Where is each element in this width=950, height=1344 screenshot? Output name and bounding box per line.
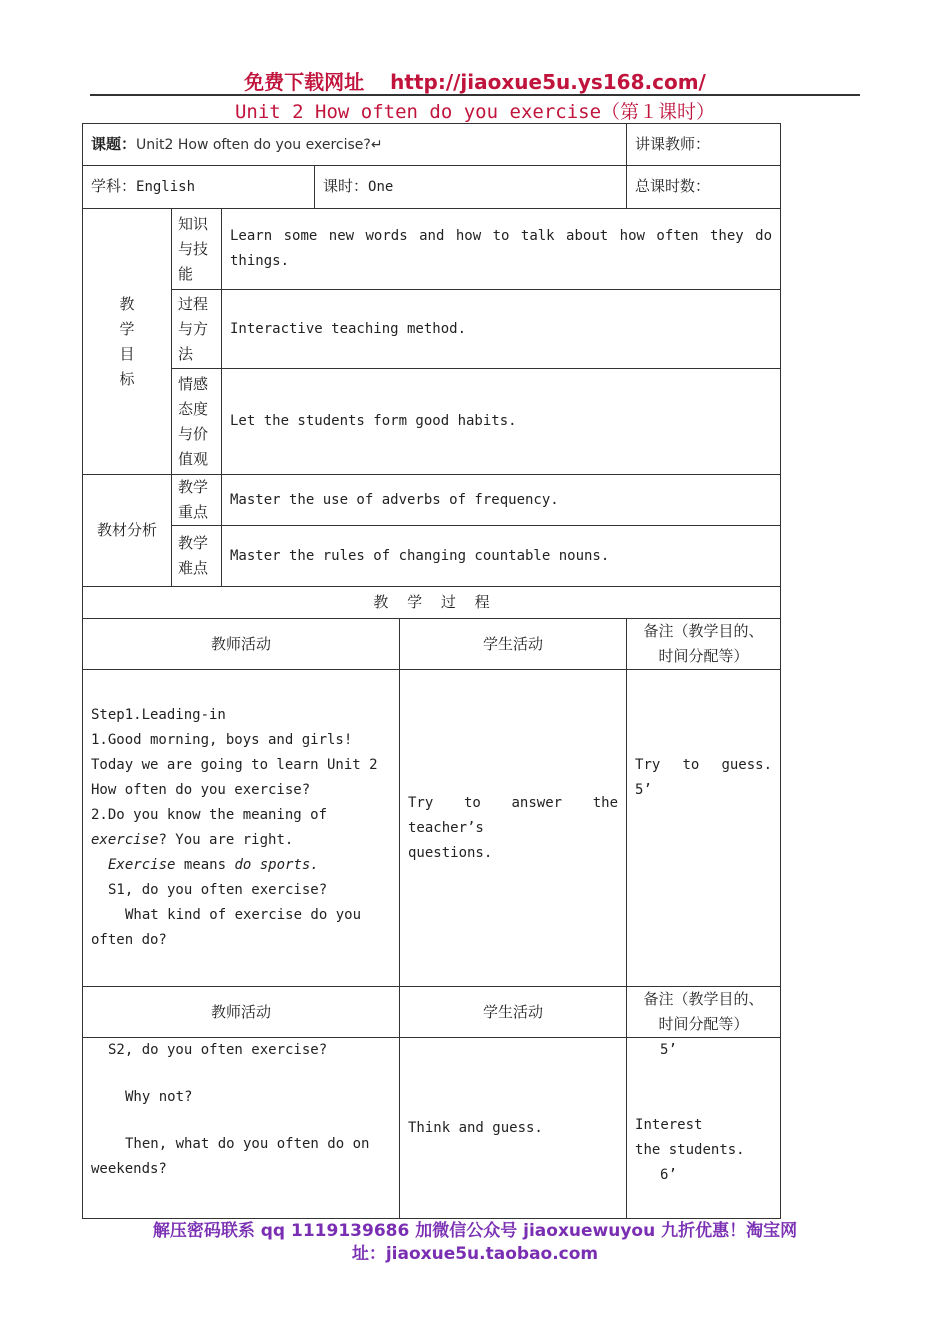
attitude-label-line: 情感 [178,374,209,393]
step2-notes [627,1038,781,1219]
header-rule [90,94,860,96]
process-heading-row [83,587,781,619]
step2-notes-line: Interest [635,1117,703,1133]
objectives-heading-char: 教 [119,294,135,313]
step1-notes [627,670,781,987]
key-point-label-line: 教学 [178,478,209,496]
step1-line: 1.Good morning, boys and girls! [91,732,353,748]
step2-line: Then, what do you often do on [125,1136,370,1152]
exercise-rest: ? You are right. [158,832,294,848]
attitude-label-line: 态度 [178,399,209,418]
step2-notes-time: 6’ [660,1167,677,1183]
step1-notes-line: Try to guess. [635,757,773,773]
topic-cell [83,124,627,166]
process-columns-row [83,619,781,670]
download-url-link[interactable]: http://jiaoxue5u.ys168.com/ [390,70,706,94]
lesson-plan-table [82,123,781,1219]
process-method-label [172,290,222,369]
analysis-row-key [83,475,781,526]
objectives-heading-char: 学 [119,319,135,338]
step1-line: Step1.Leading-in [91,707,226,723]
step1-student-line: questions. [408,844,493,861]
objectives-heading-char: 标 [119,369,135,388]
notes-header-line: 备注（教学目的、 [643,622,764,640]
knowledge-label-line: 知识 [178,214,209,233]
step1-line [91,828,391,853]
topic-value: Unit2 How often do you exercise?↵ [136,136,383,153]
knowledge-label-line: 与技 [178,239,209,258]
attitude-label [172,369,222,475]
step1-row [83,670,781,987]
step2-student-activity: Think and guess. [400,1038,627,1219]
step2-notes-time: 5’ [660,1042,677,1058]
analysis-heading: 教材分析 [83,475,172,587]
step1-student-activity [400,670,627,987]
objective-row-knowledge [83,209,781,290]
step2-teacher-activity [83,1038,400,1219]
key-point-label [172,475,222,526]
step1-line: S1, do you often exercise? [108,882,328,898]
objectives-heading-char: 目 [119,344,135,363]
step1-line: 2.Do you know the meaning of [91,807,328,823]
topic-row [83,124,781,166]
objective-row-process [83,290,781,369]
means-a: Exercise [108,857,176,873]
knowledge-text: Learn some new words and how to talk about how often they do things. [222,209,781,290]
notes-header-line: 时间分配等） [658,647,749,665]
difficult-point-text: Master the rules of changing countable nouns. [222,526,781,587]
teacher-cell [627,124,781,166]
step1-line: often do? [91,932,167,948]
step2-notes-line: the students. [635,1142,745,1158]
subject-row [83,166,781,209]
step1-student-line: Try to answer the [408,794,619,811]
footer-line: 解压密码联系 qq 1119139686 加微信公众号 jiaoxuewuyou 九折优惠！淘宝网 [152,1221,798,1241]
subject-label: 学科： [91,177,137,195]
footer-line: 址：jiaoxue5u.taobao.com [351,1244,599,1264]
teacher-activity-header: 教师活动 [83,619,400,670]
process-columns-row-2 [83,987,781,1038]
student-activity-header: 学生活动 [400,987,627,1038]
teacher-label: 讲课教师： [635,134,711,153]
process-method-label-line: 与方 [178,319,209,338]
difficult-point-label-line: 难点 [178,559,209,577]
process-method-text: Interactive teaching method. [222,290,781,369]
difficult-point-label-line: 教学 [178,534,209,552]
knowledge-label [172,209,222,290]
key-point-text: Master the use of adverbs of frequency. [222,475,781,526]
step1-student-line: teacher’s [408,819,484,836]
step2-line: weekends? [91,1161,167,1177]
step1-line: Today we are going to learn Unit 2 [91,757,378,773]
notes-header [627,619,781,670]
footer-banner [80,1220,870,1266]
subject-value: English [136,179,196,195]
student-activity-header: 学生活动 [400,619,627,670]
step2-line: S2, do you often exercise? [108,1042,328,1058]
download-banner [0,66,950,95]
step1-teacher-activity [83,670,400,987]
step1-notes-line: 5’ [635,782,652,798]
attitude-label-line: 值观 [178,449,209,468]
total-periods-cell [627,166,781,209]
process-heading: 教 学 过 程 [83,587,781,619]
process-method-label-line: 过程 [178,294,209,313]
analysis-row-difficult [83,526,781,587]
knowledge-label-line: 能 [178,264,194,283]
step1-line [91,853,391,878]
period-cell [315,166,627,209]
objective-row-attitude [83,369,781,475]
notes-header-line: 时间分配等） [658,1015,749,1033]
total-periods-label: 总课时数： [635,177,711,195]
download-label: 免费下载网址 [244,70,365,94]
period-value: One [368,179,394,195]
step1-line: How often do you exercise? [91,782,311,798]
page-title: Unit 2 How often do you exercise（第１课时） [234,101,716,123]
process-method-label-line: 法 [178,344,194,363]
notes-header [627,987,781,1038]
subject-cell [83,166,315,209]
topic-label: 课题： [91,134,137,153]
step2-line: Why not? [125,1089,193,1105]
step1-line: What kind of exercise do you [125,907,362,923]
step2-row [83,1038,781,1219]
attitude-label-line: 与价 [178,424,209,443]
objectives-heading [83,209,172,475]
exercise-word: exercise [91,832,159,848]
key-point-label-line: 重点 [178,503,209,521]
attitude-text: Let the students form good habits. [222,369,781,475]
notes-header-line: 备注（教学目的、 [643,990,764,1008]
teacher-activity-header: 教师活动 [83,987,400,1038]
means-b: means [175,857,235,873]
period-label: 课时： [323,177,369,195]
means-c: do sports. [234,857,319,873]
difficult-point-label [172,526,222,587]
